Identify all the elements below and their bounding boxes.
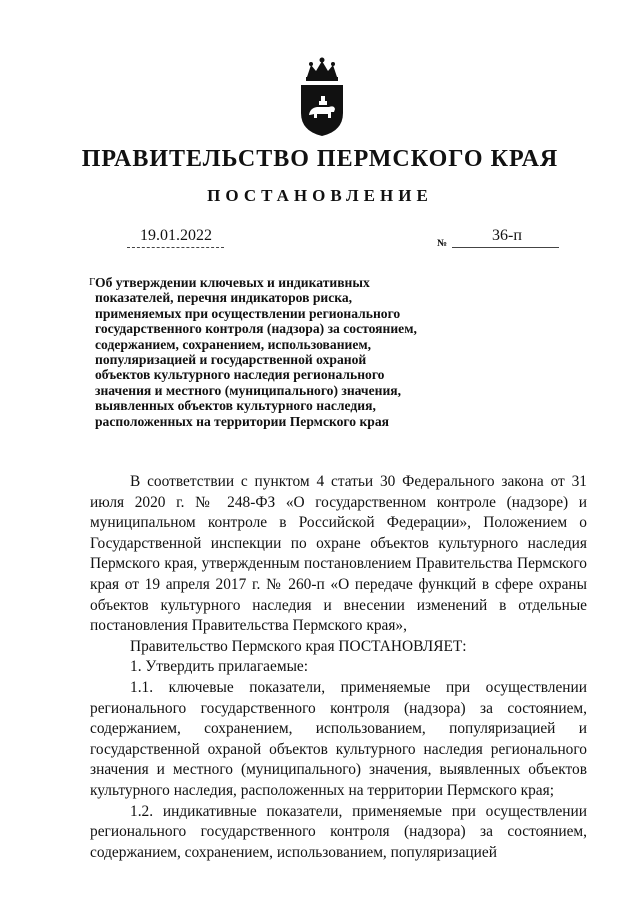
body-paragraph: 1.1. ключевые показатели, применяемые при осуществлении регионального государственного контроля (надзора) за состоянием, содержанием, сохранением, использованием, популяризацией и государственной охраной объектов культурного наследия регионального значения и местного (муниципального) значения, выявленных объектов культурного наследия, расположенных на территории Пермского края; bbox=[90, 678, 587, 799]
perm-krai-coat-of-arms-icon bbox=[297, 55, 347, 137]
body-paragraph: 1.2. индикативные показатели, применяемые при осуществлении регионального государственного контроля (надзора) за состоянием, содержанием, сохранением, использованием, популяризацией bbox=[90, 802, 587, 861]
document-number: 36-п bbox=[492, 227, 522, 244]
document-date: 19.01.2022 bbox=[140, 227, 212, 244]
date-underline bbox=[127, 247, 224, 248]
body-paragraph: 1. Утвердить прилагаемые: bbox=[130, 658, 309, 676]
document-subject: Об утверждении ключевых и индикативных показателей, перечня индикаторов риска, применяемых при осуществлении регионального государственного контроля (надзора) за состоянием, содержанием, сохранением, использованием, популяризацией и государственной охраной объектов культурного наследия регионального значения и местного (муниципального) значения, выявленных объектов культурного наследия, расположенных на территории Пермского края bbox=[95, 275, 417, 429]
document-type: ПОСТАНОВЛЕНИЕ bbox=[207, 186, 433, 205]
government-title: ПРАВИТЕЛЬСТВО ПЕРМСКОГО КРАЯ bbox=[81, 146, 559, 172]
body-paragraph: В соответствии с пунктом 4 статьи 30 Федерального закона от 31 июля 2020 г. № 248-ФЗ «О государственном контроле (надзоре) и муниципальном контроле в Российской Федерации», Положением о Государственной инспекции по охране объектов культурного наследия Пермского края, утвержденным постановлением Правительства Пермского края от 19 апреля 2017 г. № 260-п «О передаче функций в сфере охраны объектов культурного наследия и внесении изменений в отдельные постановления Правительства Пермского края», bbox=[90, 473, 587, 635]
document-body bbox=[90, 472, 587, 863]
subject-corner-mark: Г bbox=[89, 276, 96, 288]
number-sign: № bbox=[437, 238, 448, 249]
number-underline bbox=[452, 247, 559, 248]
body-paragraph: Правительство Пермского края ПОСТАНОВЛЯЕТ: bbox=[130, 637, 467, 655]
